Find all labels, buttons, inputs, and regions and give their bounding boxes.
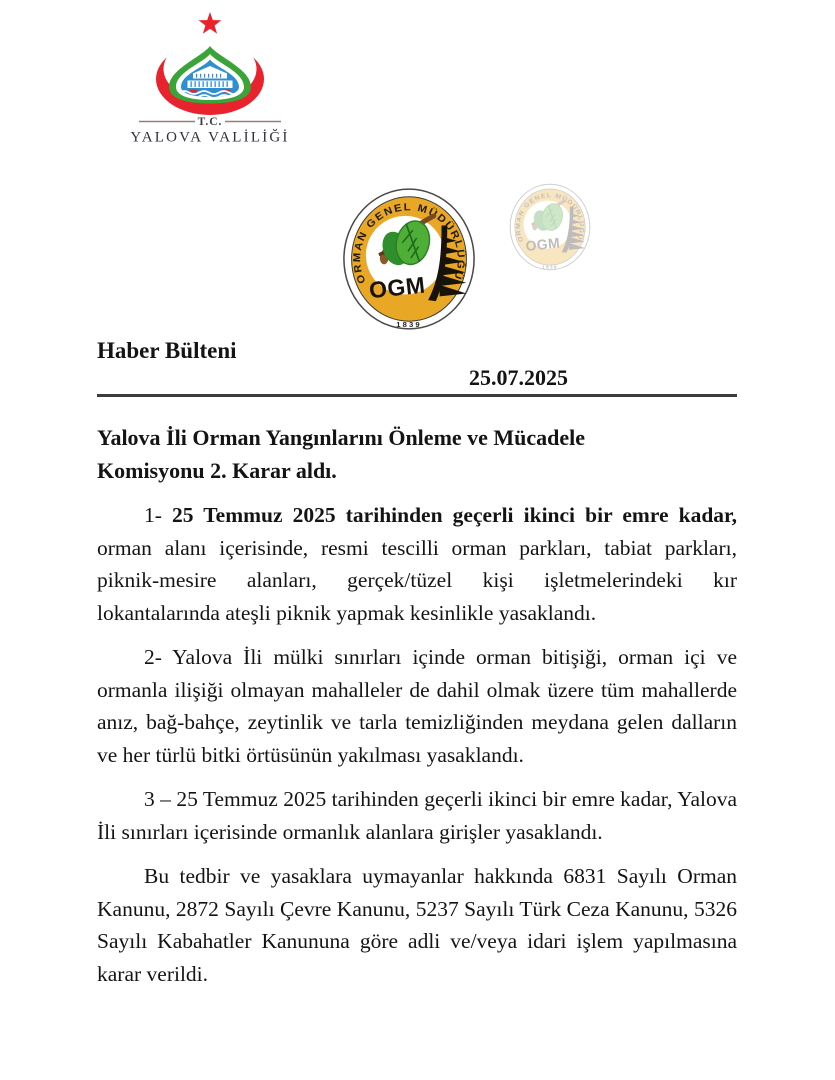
header-rule <box>97 365 737 397</box>
paragraph-4-text: Bu tedbir ve yasaklara uymayanlar hakkında 6831 Sayılı Orman Kanunu, 2872 Sayılı Çevre Kanunu, 5237 Sayılı Türk Ceza Kanunu, 5326 Sayılı Kabahatler Kanununa göre adli ve/veya idari işlem yapılmasına karar verildi. <box>97 864 737 986</box>
paragraph-2 <box>97 641 737 771</box>
paragraph-3 <box>97 783 737 848</box>
ogm-logo <box>342 187 476 331</box>
ogm-logo-watermark <box>509 183 591 271</box>
paragraph-1-text: orman alanı içerisinde, resmi tescilli orman parkları, tabiat parkları, piknik-mesire alanları, gerçek/tüzel kişi işletmelerindeki kır lokantalarında ateşli piknik yapmak kesinlikle yasaklandı. <box>97 535 737 625</box>
title-line-2: Komisyonu 2. Karar aldı. <box>97 458 337 483</box>
bulletin-label: Haber Bülteni <box>97 338 237 363</box>
paragraph-1 <box>97 499 737 629</box>
paragraph-1-number: 1- <box>144 503 173 527</box>
valilik-name-label: YALOVA VALİLİĞİ <box>130 129 290 144</box>
valilik-tc-label: T.C. <box>197 116 223 128</box>
valilik-logo <box>115 12 305 144</box>
title-line-1: Yalova İli Orman Yangınlarını Önleme ve Mücadele <box>97 425 586 450</box>
star-icon <box>199 12 222 34</box>
paragraph-1-bold: 25 Temmuz 2025 tarihinden geçerli ikinci bir emre kadar, <box>172 503 737 527</box>
paragraph-2-number: 2- <box>144 645 173 669</box>
document-title <box>97 421 737 487</box>
paragraph-3-text: 25 Temmuz 2025 tarihinden geçerli ikinci bir emre kadar, Yalova İli sınırları içerisinde ormanlık alanlara girişler yasaklandı. <box>97 787 737 844</box>
paragraph-2-text: Yalova İli mülki sınırları içinde orman bitişiği, orman içi ve ormanla ilişiği olmayan mahalleler de dahil olmak üzere tüm mahallerde anız, bağ-bahçe, zeytinlik ve tarla temizliğinden meydana gelen dalların ve her türlü bitki örtüsünün yakılması yasaklandı. <box>97 645 737 767</box>
bulletin-date: 25.07.2025 <box>469 365 568 390</box>
paragraph-3-number: 3 – <box>144 787 177 811</box>
paragraph-4 <box>97 860 737 990</box>
bulletin-content <box>97 337 737 990</box>
